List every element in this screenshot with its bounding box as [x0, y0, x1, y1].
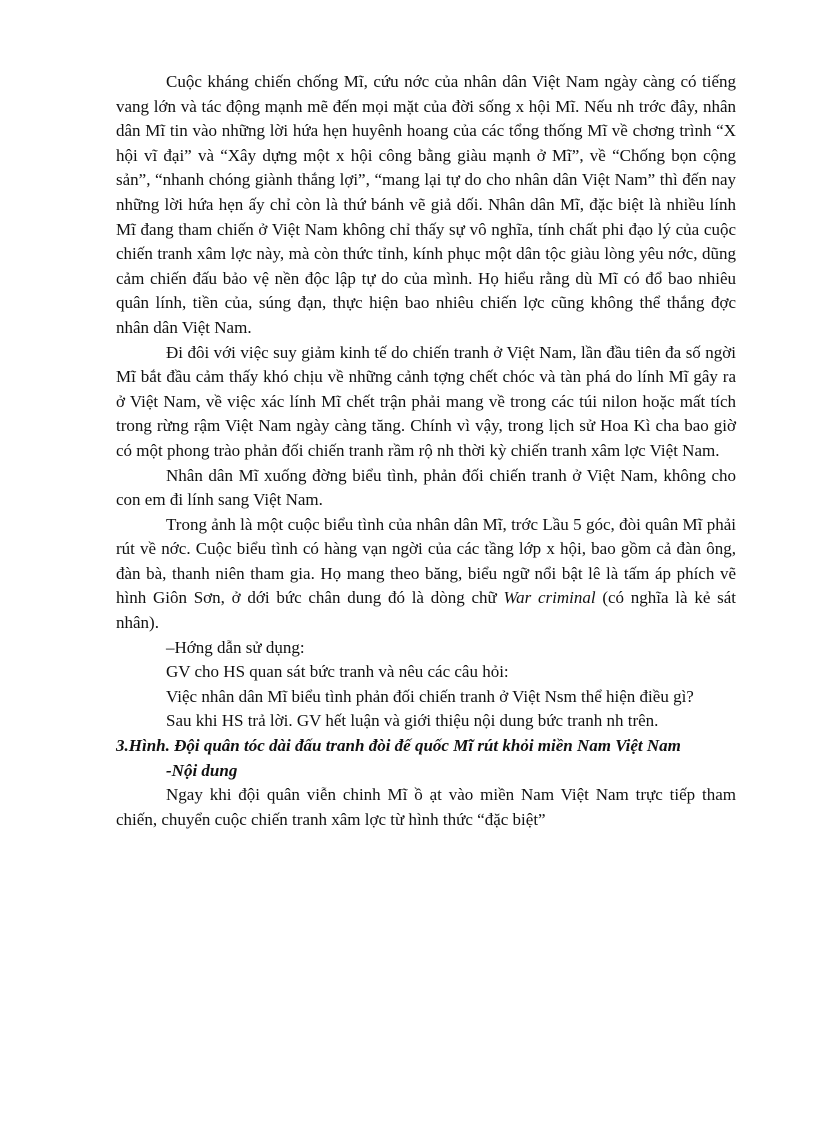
paragraph-6: GV cho HS quan sát bức tranh và nêu các câu hỏi:	[166, 662, 509, 682]
paragraph-3: Nhân dân Mĩ xuống đờng biểu tình, phản đối chiến tranh ở Việt Nam, không cho con em đi lính sang Việt Nam.	[116, 465, 736, 510]
paragraph-9: Ngay khi đội quân viễn chinh Mĩ ồ ạt vào miền Nam Việt Nam trực tiếp tham chiến, chuyển cuộc chiến tranh xâm lợc từ hình thức “đặc biệt”	[116, 785, 736, 829]
section-heading: 3.Hình. Đội quân tóc dài đấu tranh đòi đế quốc Mĩ rút khỏi miền Nam Việt Nam	[116, 736, 681, 756]
paragraph-2: Đi đôi với việc suy giảm kinh tế do chiến tranh ở Việt Nam, lần đầu tiên đa số ngời Mĩ bắt đầu cảm thấy khó chịu về những cảnh tợng chết chóc và tàn phá do lính Mĩ gây ra ở Việt Nam, về việc xác lính Mĩ chết trận phải mang về trong các túi nilon hoặc mất tích trong rừng rậm Việt Nam ngày càng tăng. Chính vì vậy, trong lịch sử Hoa Kì cha bao giờ có một phong trào phản đối chiến tranh rầm rộ nh thời kỳ chiến tranh xâm lợc Việt Nam.	[116, 342, 736, 460]
war-criminal-phrase: War criminal	[503, 588, 596, 608]
document-page	[116, 70, 736, 832]
paragraph-8: Sau khi HS trả lời. GV hết luận và giới thiệu nội dung bức tranh nh trên.	[166, 711, 659, 731]
paragraph-4	[116, 513, 736, 636]
paragraph-7: Việc nhân dân Mĩ biểu tình phản đối chiến tranh ở Việt Nsm thể hiện điều gì?	[166, 686, 694, 706]
paragraph-4-text: Trong ảnh là một cuộc biểu tình của nhân dân Mĩ, trớc Lầu 5 góc, đòi quân Mĩ phải rút về nớc. Cuộc biểu tình có hàng vạn ngời của các tầng lớp x hội, bao gồm cả đàn ông, đàn bà, thanh niên tham gia. Họ mang theo băng, biểu ngữ nổi bật lê là tấm áp phích vẽ hình Giôn Sơn, ở dới bức chân dung đó là dòng chữ	[116, 514, 736, 608]
paragraph-4-tail: (có nghĩa là kẻ sát nhân).	[116, 588, 736, 633]
content-subheading: -Nội dung	[166, 760, 238, 780]
paragraph-1: Cuộc kháng chiến chống Mĩ, cứu nớc của nhân dân Việt Nam ngày càng có tiếng vang lớn và tác động mạnh mẽ đến mọi mặt của đời sống x hội Mĩ. Nếu nh trớc đây, nhân dân Mĩ tin vào những lời hứa hẹn huyênh hoang của các tổng thống Mĩ về chơng trình “X hội vĩ đại” và “Xây dựng một x hội công bằng giàu mạnh ở Mĩ”, về “Chống bọn cộng sản”, “nhanh chóng giành thắng lợi”, “mang lại tự do cho nhân dân Việt Nam” thì đến nay những lời hứa hẹn ấy chỉ còn là thứ bánh vẽ giả dối. Nhân dân Mĩ, đặc biệt là nhiều lính Mĩ đang tham chiến ở Việt Nam không chỉ thấy sự vô nghĩa, tính chất phi đạo lý của cuộc chiến tranh xâm lợc này, mà còn thức tỉnh, kính phục một dân tộc giàu lòng yêu nớc, dũng cảm chiến đấu bảo vệ nền độc lập tự do của mình. Họ hiểu rằng dù Mĩ có đổ bao nhiêu quân lính, tiền của, súng đạn, thực hiện bao nhiêu chiến lợc cũng không thể thắng đợc nhân dân Việt Nam.	[116, 72, 736, 337]
usage-guide-label: –Hớng dẫn sử dụng:	[166, 637, 305, 657]
